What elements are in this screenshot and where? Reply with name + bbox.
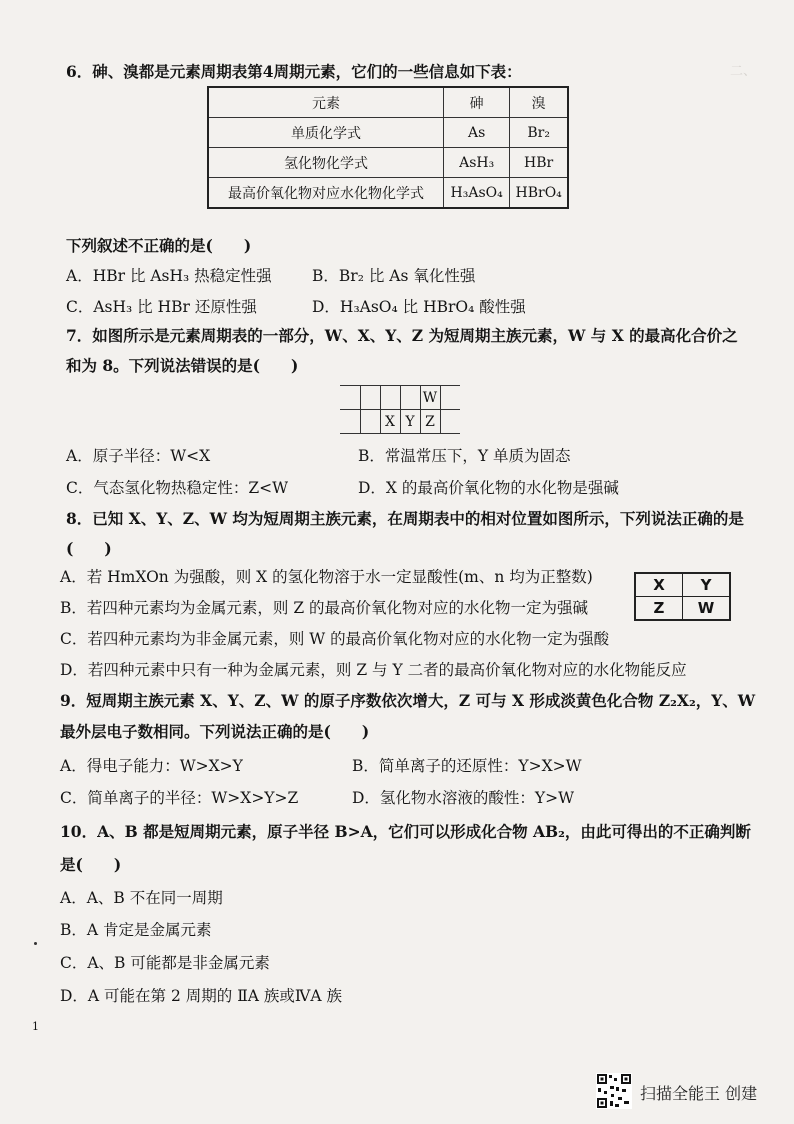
table-header-cell: 溴 (510, 87, 568, 118)
q8-option-a: A．若 HmXOn 为强酸，则 X 的氢化物溶于水一定显酸性(m、n 均为正整数) (60, 568, 593, 586)
table-cell: HBrO₄ (510, 178, 568, 209)
table-header-cell: 砷 (444, 87, 510, 118)
q9-option-a: A．得电子能力：W>X>Y (60, 757, 243, 775)
grid-cell-y: Y (683, 573, 731, 597)
q10-option-b: B．A 肯定是金属元素 (60, 921, 212, 939)
q7-periodic-table-fragment (340, 385, 460, 433)
grid-cell-w: W (422, 390, 438, 406)
q7-option-b: B．常温常压下，Y 单质为固态 (358, 447, 571, 465)
q9-option-c: C．简单离子的半径：W>X>Y>Z (60, 789, 299, 807)
grid-cell-x: X (635, 573, 683, 597)
table-header-cell: 元素 (208, 87, 444, 118)
q10-stem-line1: 10．A、B 都是短周期元素，原子半径 B>A，它们可以形成化合物 AB₂，由此可得出的不正确判断 (60, 822, 751, 841)
q10-stem-line2: 是( ) (60, 855, 122, 874)
q7-stem-line2: 和为 8。下列说法错误的是( ) (66, 356, 299, 375)
table-row (635, 597, 730, 621)
table-cell: 氢化物化学式 (208, 148, 444, 178)
page-number: 1 (32, 1020, 39, 1033)
q7-option-a: A．原子半径：W<X (66, 447, 211, 465)
q9-stem-line2: 最外层电子数相同。下列说法正确的是( ) (60, 722, 370, 741)
q9-option-d: D．氢化物水溶液的酸性：Y>W (352, 789, 575, 807)
grid-cell-y: Y (405, 414, 415, 430)
q10-option-c: C．A、B 可能都是非金属元素 (60, 954, 270, 972)
q6-stem: 6．砷、溴都是元素周期表第4周期元素，它们的一些信息如下表： (66, 62, 522, 81)
q8-element-grid (634, 572, 731, 621)
q7-stem-line1: 7．如图所示是元素周期表的一部分，W、X、Y、Z 为短周期主族元素，W 与 X 的最高化合价之 (66, 326, 738, 345)
table-cell: 最高价氧化物对应水化物化学式 (208, 178, 444, 209)
table-row (208, 118, 568, 148)
table-row (635, 573, 730, 597)
table-row (208, 148, 568, 178)
q6-option-b: B．Br₂ 比 As 氧化性强 (312, 267, 476, 285)
q8-stem-line2: ( ) (66, 539, 112, 558)
table-cell: HBr (510, 148, 568, 178)
qr-code-icon (596, 1073, 632, 1109)
q9-option-b: B．简单离子的还原性：Y>X>W (352, 757, 582, 775)
q6-question: 下列叙述不正确的是( ) (66, 236, 252, 255)
table-row (208, 178, 568, 209)
q7-option-c: C．气态氢化物热稳定性：Z<W (66, 479, 289, 497)
q6-option-a: A．HBr 比 AsH₃ 热稳定性强 (66, 267, 272, 285)
q6-option-c: C．AsH₃ 比 HBr 还原性强 (66, 298, 257, 316)
grid-cell-x: X (385, 414, 395, 430)
q7-option-d: D．X 的最高价氧化物的水化物是强碱 (358, 479, 619, 497)
scan-speck (34, 942, 37, 945)
q6-info-table (207, 86, 569, 209)
q9-stem-line1: 9．短周期主族元素 X、Y、Z、W 的原子序数依次增大，Z 可与 X 形成淡黄色化合物 Z₂X₂，Y、W (60, 691, 756, 710)
q8-option-b: B．若四种元素均为金属元素，则 Z 的最高价氧化物对应的水化物一定为强碱 (60, 599, 589, 617)
table-cell: H₃AsO₄ (444, 178, 510, 209)
q10-option-d: D．A 可能在第 2 周期的 ⅡA 族或ⅣA 族 (60, 987, 342, 1005)
scanner-brand-label: 扫描全能王 创建 (640, 1084, 758, 1103)
q10-option-a: A．A、B 不在同一周期 (60, 889, 223, 907)
table-cell: AsH₃ (444, 148, 510, 178)
grid-cell-w: W (683, 597, 731, 621)
table-cell: As (444, 118, 510, 148)
bleed-through: 二、 (730, 64, 757, 79)
table-cell: 单质化学式 (208, 118, 444, 148)
q8-option-d: D．若四种元素中只有一种为金属元素，则 Z 与 Y 二者的最高价氧化物对应的水化物能反应 (60, 661, 687, 679)
q8-option-c: C．若四种元素均为非金属元素，则 W 的最高价氧化物对应的水化物一定为强酸 (60, 630, 610, 648)
grid-cell-z: Z (635, 597, 683, 621)
table-cell: Br₂ (510, 118, 568, 148)
table-row (208, 87, 568, 118)
q8-stem-line1: 8．已知 X、Y、Z、W 均为短周期主族元素，在周期表中的相对位置如图所示，下列说法正确的是 (66, 509, 744, 528)
q6-option-d: D．H₃AsO₄ 比 HBrO₄ 酸性强 (312, 298, 526, 316)
grid-cell-z: Z (425, 414, 435, 430)
